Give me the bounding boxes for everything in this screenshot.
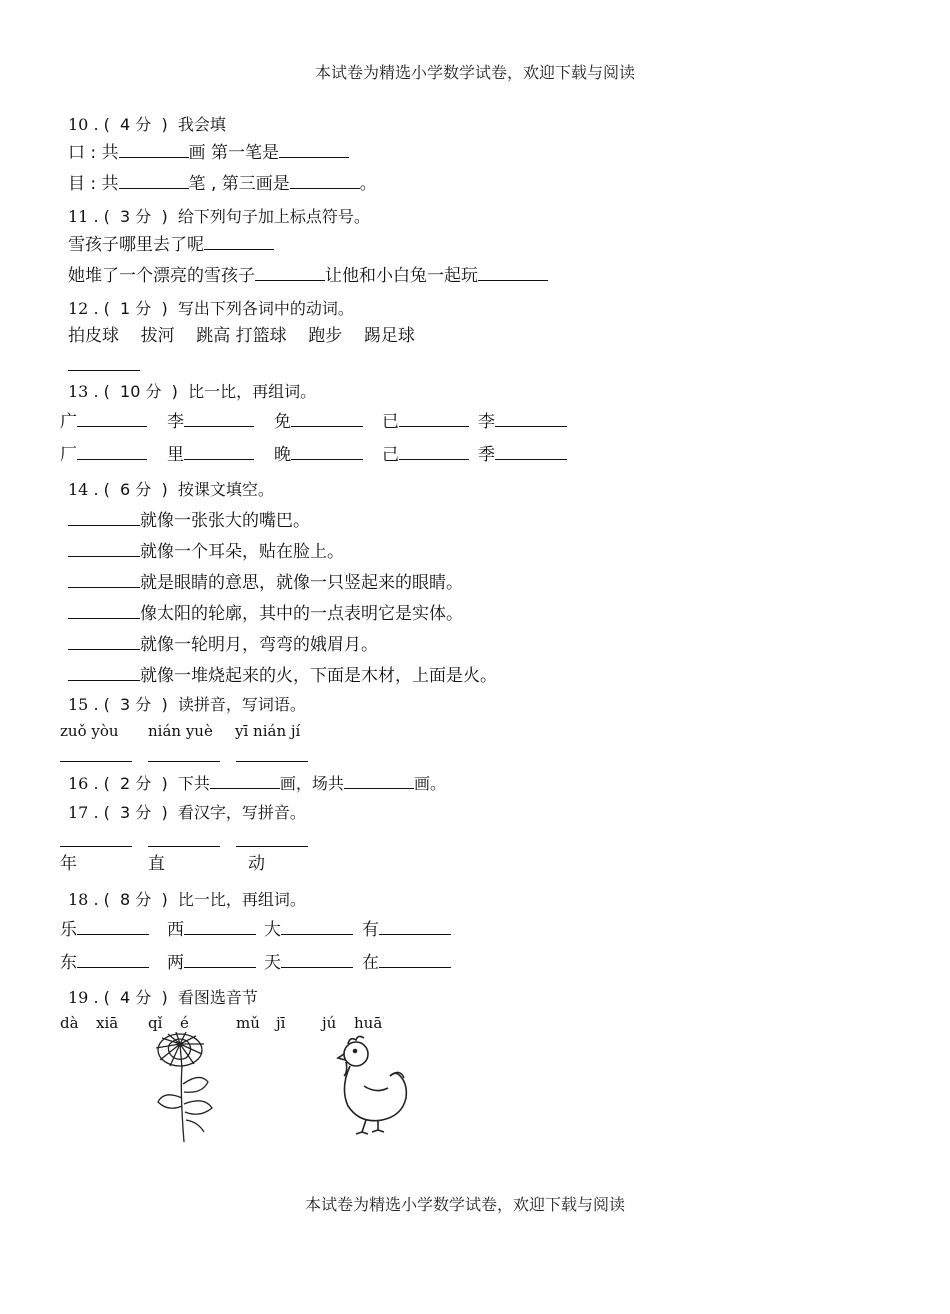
- answer-blank[interactable]: [148, 761, 220, 762]
- question-14-line: 就像一个耳朵，贴在脸上。: [68, 541, 344, 562]
- answer-blank[interactable]: [495, 411, 567, 427]
- question-19-header: 19 . ( 4 分 ) 看图选音节: [68, 988, 258, 1007]
- question-14-line: 就是眼睛的意思，就像一只竖起来的眼睛。: [68, 572, 463, 593]
- answer-blank[interactable]: [68, 510, 140, 526]
- answer-blank[interactable]: [68, 634, 140, 650]
- answer-blank[interactable]: [399, 411, 469, 427]
- question-17-header: 17 . ( 3 分 ) 看汉字，写拼音。: [68, 803, 306, 822]
- answer-blank[interactable]: [236, 761, 308, 762]
- answer-blank[interactable]: [68, 603, 140, 619]
- page-header: 本试卷为精选小学数学试卷，欢迎下载与阅读: [314, 63, 635, 82]
- answer-blank[interactable]: [68, 541, 140, 557]
- pinyin-option: dà: [60, 1014, 79, 1032]
- pinyin-option: mǔ: [236, 1014, 260, 1032]
- answer-blank[interactable]: [291, 444, 363, 460]
- answer-blank[interactable]: [478, 265, 548, 281]
- answer-blank[interactable]: [204, 234, 274, 250]
- answer-blank[interactable]: [60, 761, 132, 762]
- answer-blank[interactable]: [77, 952, 149, 968]
- pinyin-item: yī nián jí: [235, 722, 301, 740]
- answer-blank[interactable]: [399, 444, 469, 460]
- answer-blank[interactable]: [379, 919, 451, 935]
- answer-blank[interactable]: [184, 952, 256, 968]
- pinyin-option: qǐ: [148, 1014, 163, 1032]
- answer-blank[interactable]: [255, 265, 325, 281]
- chrysanthemum-image: [150, 1032, 222, 1144]
- answer-blank[interactable]: [291, 411, 363, 427]
- answer-blank[interactable]: [290, 173, 360, 189]
- question-18-header: 18 . ( 8 分 ) 比一比，再组词。: [68, 890, 306, 909]
- answer-blank[interactable]: [68, 370, 140, 371]
- question-11-line-2: 她堆了一个漂亮的雪孩子 让他和小白兔一起玩: [68, 265, 548, 286]
- answer-blank[interactable]: [119, 142, 189, 158]
- answer-blank[interactable]: [68, 665, 140, 681]
- question-11-line-1: 雪孩子哪里去了呢: [68, 234, 274, 255]
- question-10-line-1: 口 : 共 画 第一笔是: [68, 142, 349, 163]
- answer-blank[interactable]: [281, 952, 353, 968]
- answer-blank[interactable]: [184, 919, 256, 935]
- answer-blank[interactable]: [281, 919, 353, 935]
- pinyin-option: é: [180, 1014, 189, 1032]
- pinyin-option: jī: [276, 1014, 286, 1032]
- question-11-header: 11 . ( 3 分 ) 给下列句子加上标点符号。: [68, 207, 370, 226]
- question-14-line: 就像一堆烧起来的火，下面是木材，上面是火。: [68, 665, 497, 686]
- hen-image: [334, 1032, 410, 1136]
- answer-blank[interactable]: [77, 444, 147, 460]
- answer-blank[interactable]: [77, 411, 147, 427]
- question-15-header: 15 . ( 3 分 ) 读拼音，写词语。: [68, 695, 306, 714]
- question-12-header: 12 . ( 1 分 ) 写出下列各词中的动词。: [68, 299, 354, 318]
- answer-blank[interactable]: [77, 919, 149, 935]
- question-14-line: 像太阳的轮廓，其中的一点表明它是实体。: [68, 603, 463, 624]
- answer-blank[interactable]: [379, 952, 451, 968]
- answer-blank[interactable]: [210, 773, 280, 789]
- answer-blank[interactable]: [495, 444, 567, 460]
- answer-blank[interactable]: [279, 142, 349, 158]
- answer-blank[interactable]: [68, 572, 140, 588]
- answer-blank[interactable]: [184, 444, 254, 460]
- question-14-line: 就像一张张大的嘴巴。: [68, 510, 310, 531]
- question-13-header: 13 . ( 10 分 ) 比一比，再组词。: [68, 382, 317, 401]
- answer-blank[interactable]: [344, 773, 414, 789]
- pinyin-option: xiā: [96, 1014, 119, 1032]
- page-footer: 本试卷为精选小学数学试卷，欢迎下载与阅读: [304, 1195, 625, 1214]
- pinyin-option: jú: [322, 1014, 337, 1032]
- hanzi-item: 年: [60, 854, 77, 874]
- question-16: 16 . ( 2 分 ) 下共 画，场共 画。: [68, 774, 446, 793]
- hanzi-item: 直: [148, 854, 165, 874]
- pinyin-option: huā: [354, 1014, 383, 1032]
- hanzi-item: 动: [248, 854, 265, 874]
- answer-blank[interactable]: [60, 846, 132, 847]
- question-10-line-2: 目 : 共 笔 , 第三画是 。: [68, 174, 377, 194]
- pinyin-item: nián yuè: [148, 722, 213, 740]
- answer-blank[interactable]: [236, 846, 308, 847]
- question-12-words: 拍皮球 拔河 跳高 打篮球 跑步 踢足球: [68, 326, 415, 346]
- answer-blank[interactable]: [148, 846, 220, 847]
- question-14-header: 14 . ( 6 分 ) 按课文填空。: [68, 480, 274, 499]
- answer-blank[interactable]: [184, 411, 254, 427]
- question-14-line: 就像一轮明月，弯弯的娥眉月。: [68, 634, 378, 655]
- pinyin-item: zuǒ yòu: [60, 722, 119, 740]
- question-10-header: 10 . ( 4 分 ) 我会填: [68, 115, 226, 134]
- answer-blank[interactable]: [119, 173, 189, 189]
